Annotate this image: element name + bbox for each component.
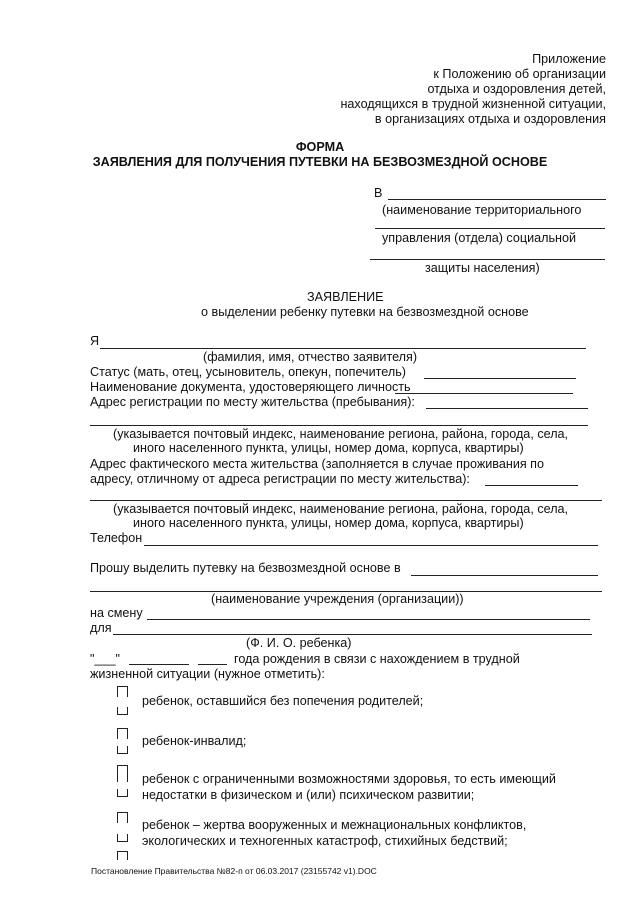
birth-day-field[interactable]: "___"	[90, 652, 120, 666]
addressee-field[interactable]	[375, 228, 605, 229]
option-checkbox[interactable]	[117, 707, 128, 715]
form-subtitle: ЗАЯВЛЕНИЯ ДЛЯ ПОЛУЧЕНИЯ ПУТЕВКИ НА БЕЗВОЗМЕЗДНОЙ ОСНОВЕ	[92, 155, 548, 169]
fact-address-field[interactable]	[90, 500, 602, 501]
option-label: недостатки в физическом и (или) психическом развитии;	[142, 788, 475, 802]
option-checkbox[interactable]	[117, 728, 128, 739]
situation-label: жизненной ситуации (нужное отметить):	[90, 667, 325, 681]
birth-year-field[interactable]	[198, 664, 227, 665]
phone-label: Телефон	[90, 531, 143, 545]
institution-hint: (наименование учреждения (организации))	[211, 592, 464, 606]
addressee-field[interactable]	[388, 199, 606, 200]
fact-address-hint: (указывается почтовый индекс, наименование региона, района, города, села,	[113, 502, 569, 516]
addressee-field[interactable]	[370, 259, 605, 260]
appendix-line: находящихся в трудной жизненной ситуации,	[340, 97, 606, 111]
request-label: Прошу выделить путевку на безвозмездной основе в	[90, 561, 401, 575]
institution-field[interactable]	[411, 575, 598, 576]
applicant-name-hint: (фамилия, имя, отчество заявителя)	[203, 350, 418, 364]
fact-address-label: Адрес фактического места жительства (заполняется в случае проживания по	[90, 457, 544, 471]
shift-label: на смену	[90, 606, 143, 620]
addressee-prefix: В	[374, 186, 383, 200]
fact-address-label: адресу, отличному от адреса регистрации по месту жительства):	[90, 472, 470, 486]
option-label: ребенок – жертва вооруженных и межнациональных конфликтов,	[142, 818, 527, 832]
option-checkbox[interactable]	[117, 851, 128, 860]
applicant-ya: Я	[90, 334, 100, 348]
addressee-hint: управления (отдела) социальной	[382, 231, 577, 245]
for-label: для	[90, 621, 112, 635]
footer-doc-name: Постановление Правительства №82-п от 06.03.2017 (23155742 v1).DOC	[91, 866, 377, 876]
option-checkbox[interactable]	[117, 746, 128, 754]
option-checkbox[interactable]	[117, 812, 128, 823]
option-checkbox[interactable]	[117, 789, 128, 797]
reg-address-hint: (указывается почтовый индекс, наименование региона, района, города, села,	[113, 427, 569, 441]
document-label: Наименование документа, удостоверяющего личность	[90, 380, 411, 394]
birth-month-field[interactable]	[129, 664, 189, 665]
option-label: ребенок с ограниченными возможностями здоровья, то есть имеющий	[142, 772, 556, 786]
reg-address-field[interactable]	[90, 425, 588, 426]
shift-field[interactable]	[147, 619, 590, 620]
reg-address-label: Адрес регистрации по месту жительства (пребывания):	[90, 395, 415, 409]
option-checkbox[interactable]	[117, 834, 128, 842]
status-field[interactable]	[424, 378, 576, 379]
fact-address-field[interactable]	[485, 485, 578, 486]
form-title: ФОРМА	[295, 140, 345, 154]
statement-subtitle: о выделении ребенку путевки на безвозмездной основе	[201, 305, 529, 319]
appendix-line: к Положению об организации	[433, 67, 606, 81]
option-label: экологических и техногенных катастроф, стихийных бедствий;	[142, 834, 508, 848]
birth-text: года рождения в связи с нахождением в трудной	[234, 652, 520, 666]
option-checkbox[interactable]	[117, 776, 128, 782]
phone-field[interactable]	[144, 545, 598, 546]
appendix-line: отдыха и оздоровления детей,	[427, 82, 606, 96]
status-label: Статус (мать, отец, усыновитель, опекун, попечитель)	[90, 365, 406, 379]
child-name-field[interactable]	[113, 634, 592, 635]
fact-address-hint: иного населенного пункта, улицы, номер дома, корпуса, квартиры)	[133, 516, 524, 530]
appendix-line: Приложение	[532, 52, 606, 66]
option-label: ребенок, оставшийся без попечения родителей;	[142, 694, 424, 708]
statement-title: ЗАЯВЛЕНИЕ	[307, 290, 384, 304]
applicant-name-field[interactable]	[100, 348, 586, 349]
addressee-hint: (наименование территориального	[382, 203, 582, 217]
option-label: ребенок-инвалид;	[142, 734, 247, 748]
option-checkbox[interactable]	[117, 765, 128, 776]
child-name-hint: (Ф. И. О. ребенка)	[246, 636, 352, 650]
appendix-line: в организациях отдыха и оздоровления	[374, 112, 606, 126]
option-checkbox[interactable]	[117, 686, 128, 697]
addressee-hint: защиты населения)	[425, 261, 540, 275]
reg-address-field[interactable]	[426, 408, 588, 409]
document-field[interactable]	[395, 393, 573, 394]
reg-address-hint: иного населенного пункта, улицы, номер дома, корпуса, квартиры)	[133, 441, 524, 455]
